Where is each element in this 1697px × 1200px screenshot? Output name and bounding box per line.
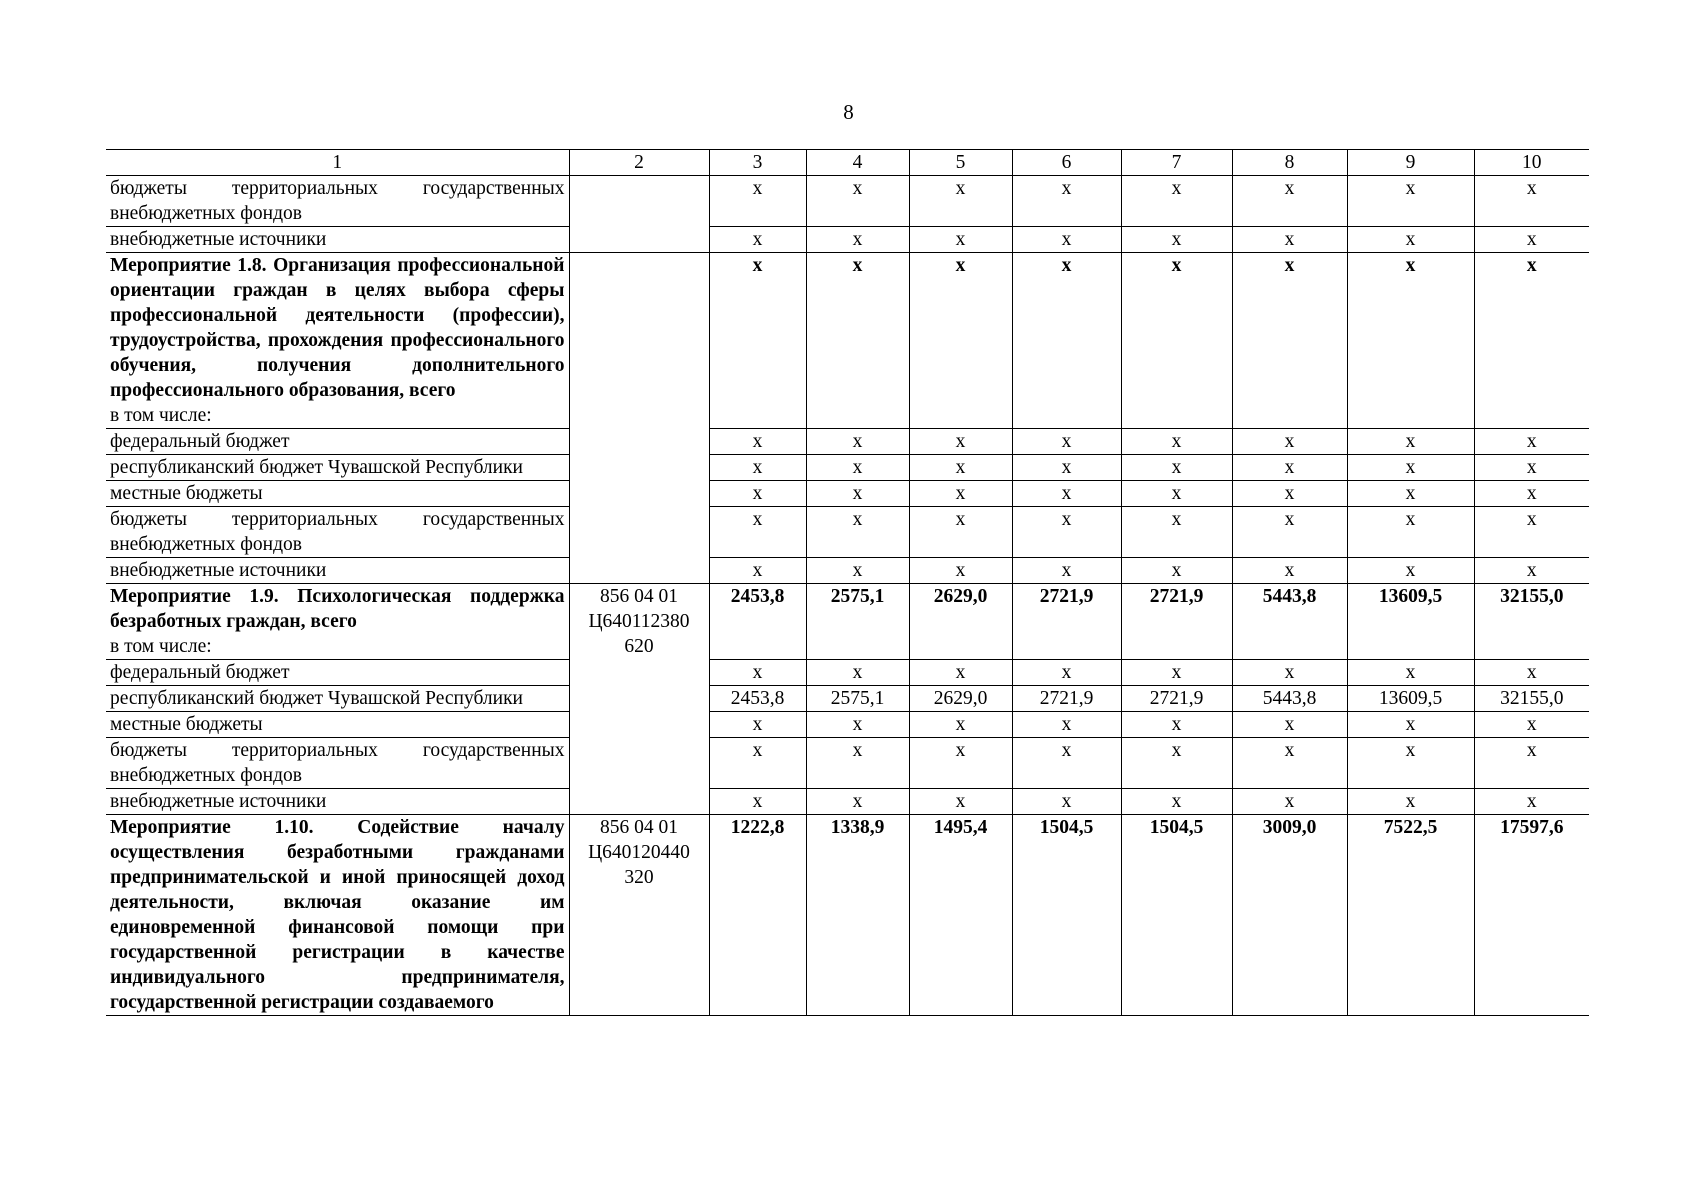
value-cell: x xyxy=(1474,481,1589,507)
column-header: 2 xyxy=(569,150,709,176)
value-cell: x xyxy=(709,429,806,455)
column-header: 4 xyxy=(806,150,909,176)
value-cell: x xyxy=(1121,253,1232,429)
value-cell: x xyxy=(1232,253,1347,429)
value-cell: 1338,9 xyxy=(806,815,909,1016)
row-subtitle: в том числе: xyxy=(110,636,212,657)
row-description-text: бюджеты территориальных государственных внебюджетных фондов xyxy=(110,740,565,786)
table-row xyxy=(106,227,1589,253)
row-description xyxy=(106,507,569,558)
value-cell: x xyxy=(709,227,806,253)
value-cell: x xyxy=(1121,481,1232,507)
value-cell: x xyxy=(909,507,1012,558)
value-cell: x xyxy=(1012,481,1121,507)
table-row xyxy=(106,558,1589,584)
value-cell: x xyxy=(909,789,1012,815)
row-description-text: федеральный бюджет xyxy=(110,431,290,452)
table-row xyxy=(106,455,1589,481)
row-description xyxy=(106,176,569,227)
budget-code: 856 04 01 Ц640112380 620 xyxy=(569,584,709,815)
value-cell: x xyxy=(1474,712,1589,738)
value-cell: 2575,1 xyxy=(806,584,909,660)
value-cell: 5443,8 xyxy=(1232,686,1347,712)
table-row xyxy=(106,815,1589,1016)
budget-code: 856 04 01 Ц640120440 320 xyxy=(569,815,709,1016)
value-cell: 2721,9 xyxy=(1012,584,1121,660)
table-row xyxy=(106,176,1589,227)
row-description xyxy=(106,712,569,738)
value-cell: x xyxy=(1012,660,1121,686)
budget-table xyxy=(106,149,1589,1016)
value-cell: x xyxy=(909,558,1012,584)
value-cell: 2453,8 xyxy=(709,686,806,712)
value-cell: 2453,8 xyxy=(709,584,806,660)
value-cell: 32155,0 xyxy=(1474,686,1589,712)
value-cell: x xyxy=(1347,558,1474,584)
row-description xyxy=(106,815,569,1016)
row-description-text: бюджеты территориальных государственных внебюджетных фондов xyxy=(110,509,565,555)
value-cell: x xyxy=(1347,738,1474,789)
value-cell: x xyxy=(1012,712,1121,738)
row-description xyxy=(106,686,569,712)
value-cell: 2629,0 xyxy=(909,686,1012,712)
row-description xyxy=(106,481,569,507)
row-description-text: Мероприятие 1.9. Психологическая поддержка безработных граждан, всего xyxy=(110,586,565,632)
value-cell: x xyxy=(1347,253,1474,429)
value-cell: x xyxy=(1012,789,1121,815)
row-description-text: местные бюджеты xyxy=(110,714,263,735)
value-cell: x xyxy=(806,227,909,253)
value-cell: 1495,4 xyxy=(909,815,1012,1016)
value-cell: x xyxy=(1347,429,1474,455)
row-description xyxy=(106,227,569,253)
row-description-text: бюджеты территориальных государственных внебюджетных фондов xyxy=(110,178,565,224)
value-cell: x xyxy=(709,738,806,789)
table-row xyxy=(106,712,1589,738)
table-row xyxy=(106,686,1589,712)
value-cell: x xyxy=(909,738,1012,789)
column-header: 10 xyxy=(1474,150,1589,176)
row-description xyxy=(106,558,569,584)
value-cell: x xyxy=(1347,227,1474,253)
value-cell: x xyxy=(1121,738,1232,789)
value-cell: x xyxy=(1474,558,1589,584)
value-cell: x xyxy=(1474,789,1589,815)
value-cell: x xyxy=(1232,660,1347,686)
column-header: 3 xyxy=(709,150,806,176)
value-cell: x xyxy=(709,507,806,558)
row-description-text: местные бюджеты xyxy=(110,483,263,504)
value-cell: x xyxy=(709,558,806,584)
table-row xyxy=(106,429,1589,455)
column-header: 5 xyxy=(909,150,1012,176)
value-cell: x xyxy=(1012,507,1121,558)
value-cell: x xyxy=(1012,227,1121,253)
value-cell: x xyxy=(1474,429,1589,455)
value-cell: x xyxy=(806,455,909,481)
value-cell: x xyxy=(909,712,1012,738)
value-cell: 1504,5 xyxy=(1121,815,1232,1016)
value-cell: x xyxy=(806,253,909,429)
value-cell: x xyxy=(1474,660,1589,686)
value-cell: 2721,9 xyxy=(1012,686,1121,712)
row-description-text: Мероприятие 1.8. Организация профессиональной ориентации граждан в целях выбора сферы профессиональной деятельности (профессии), трудоустройства, прохождения профессионального обучения, получения дополнительного профессионального образования, всего xyxy=(110,255,565,401)
value-cell: 1222,8 xyxy=(709,815,806,1016)
value-cell: 2629,0 xyxy=(909,584,1012,660)
value-cell: x xyxy=(1121,558,1232,584)
value-cell: x xyxy=(709,660,806,686)
table-row xyxy=(106,481,1589,507)
value-cell: x xyxy=(709,176,806,227)
value-cell: x xyxy=(909,253,1012,429)
column-number-row xyxy=(106,150,1589,176)
row-description-text: внебюджетные источники xyxy=(110,560,327,581)
value-cell: x xyxy=(1232,789,1347,815)
value-cell: x xyxy=(1121,507,1232,558)
value-cell: 3009,0 xyxy=(1232,815,1347,1016)
value-cell: x xyxy=(1232,738,1347,789)
value-cell: x xyxy=(806,789,909,815)
value-cell: x xyxy=(1474,455,1589,481)
value-cell: 7522,5 xyxy=(1347,815,1474,1016)
row-subtitle: в том числе: xyxy=(110,405,212,426)
value-cell: x xyxy=(1012,253,1121,429)
table-row xyxy=(106,738,1589,789)
value-cell: 13609,5 xyxy=(1347,584,1474,660)
row-description xyxy=(106,253,569,429)
row-description xyxy=(106,429,569,455)
value-cell: x xyxy=(1232,429,1347,455)
value-cell: x xyxy=(909,176,1012,227)
value-cell: x xyxy=(709,789,806,815)
value-cell: 2721,9 xyxy=(1121,584,1232,660)
value-cell: x xyxy=(1121,660,1232,686)
table-row xyxy=(106,789,1589,815)
value-cell: 2721,9 xyxy=(1121,686,1232,712)
value-cell: 17597,6 xyxy=(1474,815,1589,1016)
value-cell: x xyxy=(806,712,909,738)
column-header: 9 xyxy=(1347,150,1474,176)
value-cell: x xyxy=(1474,738,1589,789)
page-number: 8 xyxy=(843,100,854,124)
value-cell: x xyxy=(1121,455,1232,481)
value-cell: x xyxy=(1347,712,1474,738)
value-cell: x xyxy=(1121,176,1232,227)
value-cell: x xyxy=(1232,227,1347,253)
value-cell: x xyxy=(806,176,909,227)
row-description xyxy=(106,789,569,815)
value-cell: x xyxy=(1012,738,1121,789)
row-description xyxy=(106,738,569,789)
value-cell: x xyxy=(1474,507,1589,558)
column-header: 1 xyxy=(106,150,569,176)
value-cell: x xyxy=(806,429,909,455)
value-cell: x xyxy=(806,660,909,686)
row-description-text: внебюджетные источники xyxy=(110,791,327,812)
value-cell: x xyxy=(909,227,1012,253)
budget-code xyxy=(569,253,709,584)
row-description xyxy=(106,455,569,481)
value-cell: x xyxy=(1012,429,1121,455)
value-cell: x xyxy=(1347,176,1474,227)
value-cell: 2575,1 xyxy=(806,686,909,712)
row-description-text: внебюджетные источники xyxy=(110,229,327,250)
value-cell: 13609,5 xyxy=(1347,686,1474,712)
value-cell: x xyxy=(806,507,909,558)
value-cell: x xyxy=(909,455,1012,481)
value-cell: x xyxy=(1121,429,1232,455)
table-row xyxy=(106,507,1589,558)
value-cell: x xyxy=(709,253,806,429)
value-cell: x xyxy=(709,481,806,507)
value-cell: x xyxy=(806,558,909,584)
value-cell: x xyxy=(909,660,1012,686)
value-cell: x xyxy=(1232,455,1347,481)
table-row xyxy=(106,253,1589,429)
value-cell: x xyxy=(1121,789,1232,815)
value-cell: x xyxy=(1012,455,1121,481)
value-cell: x xyxy=(1474,253,1589,429)
value-cell: x xyxy=(1232,176,1347,227)
budget-code xyxy=(569,176,709,253)
value-cell: x xyxy=(709,712,806,738)
value-cell: 32155,0 xyxy=(1474,584,1589,660)
table-row xyxy=(106,584,1589,660)
value-cell: 5443,8 xyxy=(1232,584,1347,660)
value-cell: x xyxy=(909,429,1012,455)
column-header: 8 xyxy=(1232,150,1347,176)
table-row xyxy=(106,660,1589,686)
value-cell: x xyxy=(1232,507,1347,558)
row-description xyxy=(106,660,569,686)
value-cell: x xyxy=(1012,176,1121,227)
value-cell: x xyxy=(806,481,909,507)
value-cell: x xyxy=(1347,507,1474,558)
column-header: 7 xyxy=(1121,150,1232,176)
value-cell: x xyxy=(1012,558,1121,584)
value-cell: x xyxy=(1474,227,1589,253)
value-cell: x xyxy=(1347,481,1474,507)
row-description-text: федеральный бюджет xyxy=(110,662,290,683)
column-header: 6 xyxy=(1012,150,1121,176)
value-cell: x xyxy=(1474,176,1589,227)
row-description xyxy=(106,584,569,660)
value-cell: x xyxy=(1347,789,1474,815)
value-cell: x xyxy=(709,455,806,481)
row-description-text: республиканский бюджет Чувашской Республики xyxy=(110,688,523,709)
value-cell: x xyxy=(1232,481,1347,507)
row-description-text: Мероприятие 1.10. Содействие началу осуществления безработными гражданами предпринимательской и иной приносящей доход деятельности, включая оказание им единовременной финансовой помощи при государственной регистрации в качестве индивидуального предпринимателя, государственной регистрации создаваемого xyxy=(110,817,565,1013)
value-cell: x xyxy=(806,738,909,789)
value-cell: x xyxy=(1121,227,1232,253)
value-cell: x xyxy=(1232,558,1347,584)
value-cell: x xyxy=(1347,455,1474,481)
row-description-text: республиканский бюджет Чувашской Республики xyxy=(110,457,523,478)
value-cell: x xyxy=(1121,712,1232,738)
value-cell: x xyxy=(909,481,1012,507)
value-cell: x xyxy=(1232,712,1347,738)
value-cell: x xyxy=(1347,660,1474,686)
value-cell: 1504,5 xyxy=(1012,815,1121,1016)
